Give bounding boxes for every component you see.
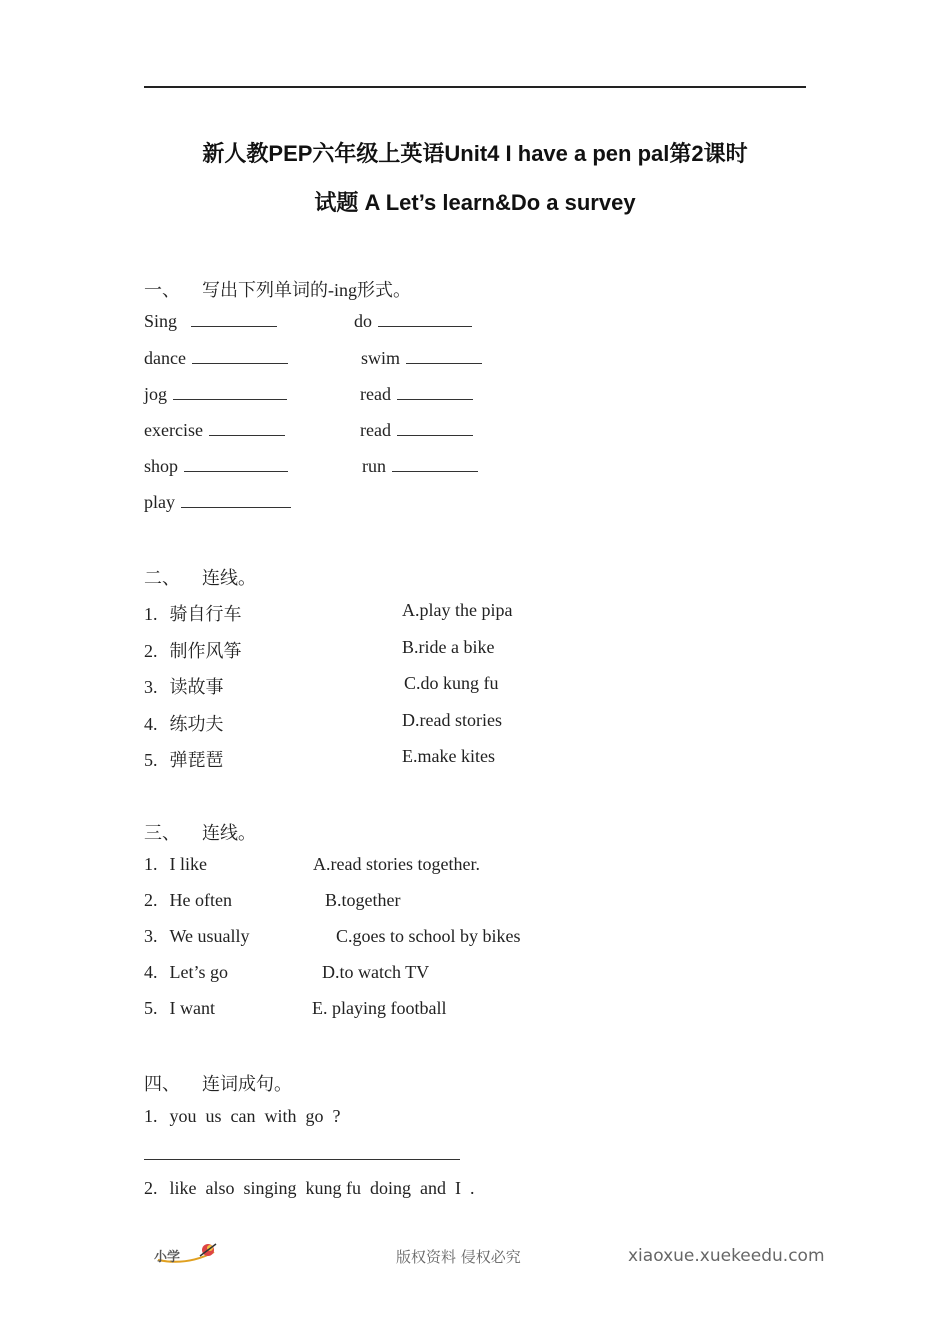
section-1-heading: 一、 写出下列单词的-ing形式。: [144, 280, 411, 300]
word-row: read: [360, 384, 473, 405]
answer-blank[interactable]: [209, 421, 285, 436]
word-row: swim: [361, 348, 482, 369]
match-right-item: E. playing football: [312, 998, 447, 1018]
match-left-item: 5. I want: [144, 998, 215, 1018]
page-subtitle: 试题 A Let’s learn&Do a survey: [314, 190, 636, 215]
answer-blank[interactable]: [192, 349, 288, 364]
match-left-item: 4. Let’s go: [144, 962, 228, 982]
answer-blank[interactable]: [392, 457, 478, 472]
match-right-item: D.read stories: [402, 710, 502, 730]
page-title: 新人教PEP六年级上英语Unit4 I have a pen pal第2课时: [202, 141, 748, 166]
answer-blank[interactable]: [184, 457, 288, 472]
word-row: play: [144, 492, 291, 513]
match-right-item: A.play the pipa: [402, 600, 513, 620]
site-logo: 小学: [152, 1238, 222, 1273]
match-right-item: A.read stories together.: [313, 854, 480, 874]
match-right-item: C.goes to school by bikes: [336, 926, 521, 946]
answer-blank[interactable]: [406, 349, 482, 364]
match-left-item: 3. We usually: [144, 926, 250, 946]
answer-blank[interactable]: [378, 312, 472, 327]
sentence-scramble: 2. like also singing kung fu doing and I .: [144, 1178, 475, 1198]
answer-blank[interactable]: [397, 385, 473, 400]
match-left-item: 4. 练功夫: [144, 714, 224, 734]
word-row: dance: [144, 348, 288, 369]
word-row: do: [354, 311, 472, 332]
section-4-heading: 四、 连词成句。: [144, 1074, 292, 1094]
section-3-heading: 三、 连线。: [144, 823, 256, 843]
answer-blank[interactable]: [397, 421, 473, 436]
match-right-item: D.to watch TV: [322, 962, 430, 982]
top-rule: [144, 86, 806, 88]
word-row: read: [360, 420, 473, 441]
answer-blank[interactable]: [173, 385, 287, 400]
match-right-item: C.do kung fu: [404, 673, 499, 693]
answer-blank[interactable]: [181, 493, 291, 508]
match-left-item: 3. 读故事: [144, 677, 224, 697]
word-row: Sing: [144, 311, 277, 332]
word-row: shop: [144, 456, 288, 477]
match-left-item: 1. 骑自行车: [144, 604, 242, 624]
section-2-heading: 二、 连线。: [144, 568, 256, 588]
match-right-item: B.ride a bike: [402, 637, 495, 657]
word-row: jog: [144, 384, 287, 405]
match-right-item: B.together: [325, 890, 401, 910]
word-row: exercise: [144, 420, 285, 441]
site-url[interactable]: xiaoxue.xuekeedu.com: [628, 1246, 825, 1266]
match-left-item: 2. 制作风筝: [144, 641, 242, 661]
match-left-item: 2. He often: [144, 890, 232, 910]
match-right-item: E.make kites: [402, 746, 495, 766]
answer-blank[interactable]: [191, 312, 277, 327]
match-left-item: 1. I like: [144, 854, 207, 874]
copyright-notice: 版权资料 侵权必究: [396, 1248, 521, 1266]
match-left-item: 5. 弹琵琶: [144, 750, 224, 770]
sentence-scramble: 1. you us can with go ?: [144, 1106, 341, 1126]
word-row: run: [362, 456, 478, 477]
answer-line[interactable]: [144, 1159, 460, 1160]
